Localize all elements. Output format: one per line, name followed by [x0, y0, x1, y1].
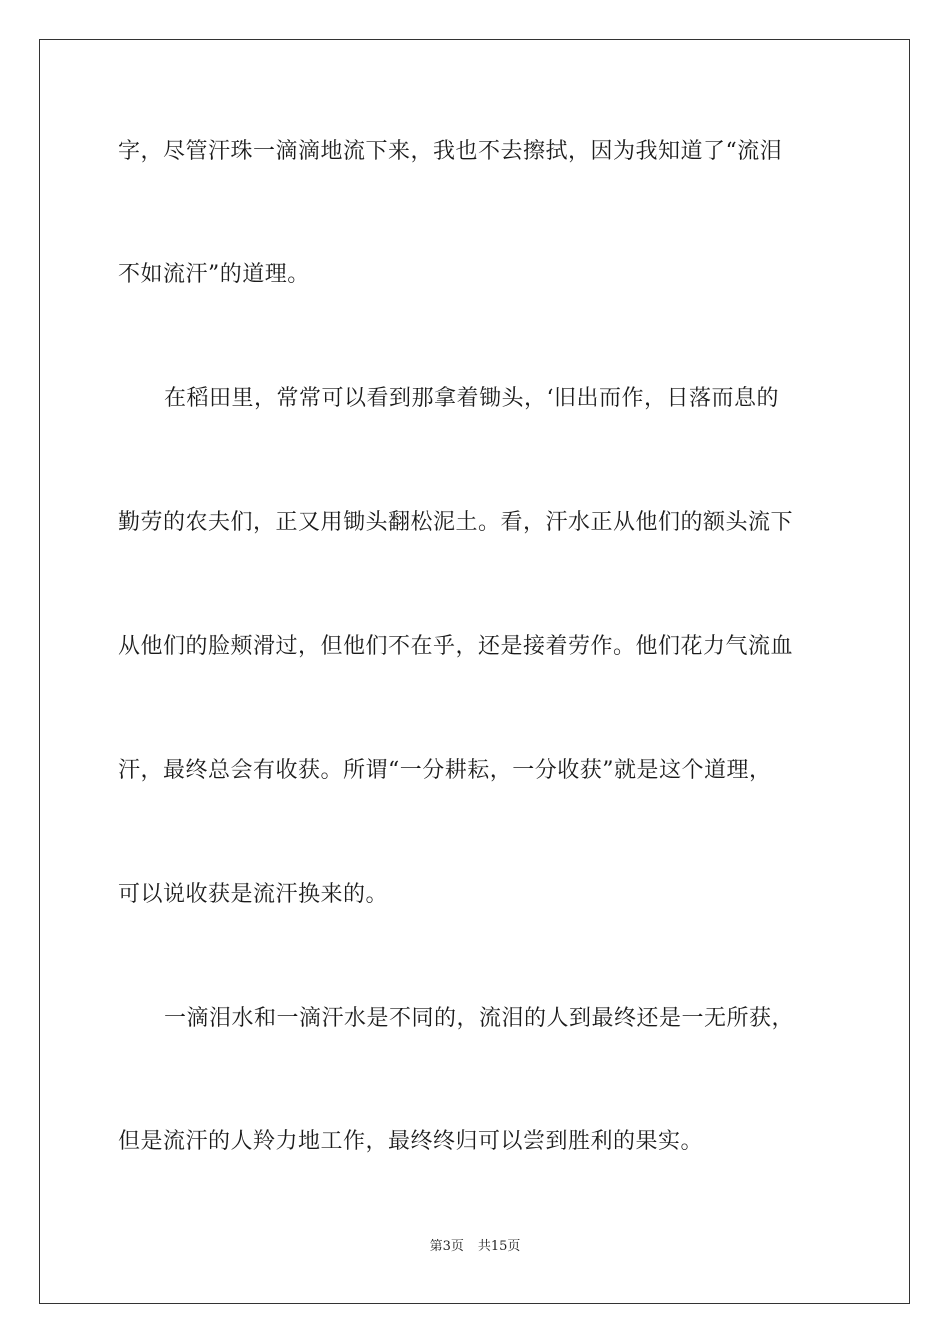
paragraph-start-line: 在稻田里，常常可以看到那拿着锄头，‘旧出而作，日落而息的 [164, 386, 779, 411]
text-line: 字，尽管汗珠一滴滴地流下来，我也不去擦拭，因为我知道了“流泪 [118, 139, 783, 164]
page-footer [0, 1238, 950, 1256]
page-frame [39, 39, 910, 1304]
current-page-number: 第3页 [429, 1239, 464, 1254]
text-line: 不如流汗”的道理。 [118, 262, 310, 287]
paragraph-start-line: 一滴泪水和一滴汗水是不同的，流泪的人到最终还是一无所获， [164, 1006, 795, 1031]
total-page-count: 共15页 [477, 1239, 521, 1254]
text-line: 勤劳的农夫们，正又用锄头翻松泥土。看，汗水正从他们的额头流下 [118, 510, 794, 535]
text-line: 可以说收获是流汗换来的。 [118, 882, 389, 907]
text-line: 从他们的脸颊滑过，但他们不在乎，还是接着劳作。他们花力气流血 [118, 634, 794, 659]
text-line: 汗，最终总会有收获。所谓“一分耕耘，一分收获”就是这个道理， [118, 758, 772, 783]
text-line: 但是流汗的人羚力地工作，最终终归可以尝到胜利的果实。 [118, 1129, 704, 1154]
